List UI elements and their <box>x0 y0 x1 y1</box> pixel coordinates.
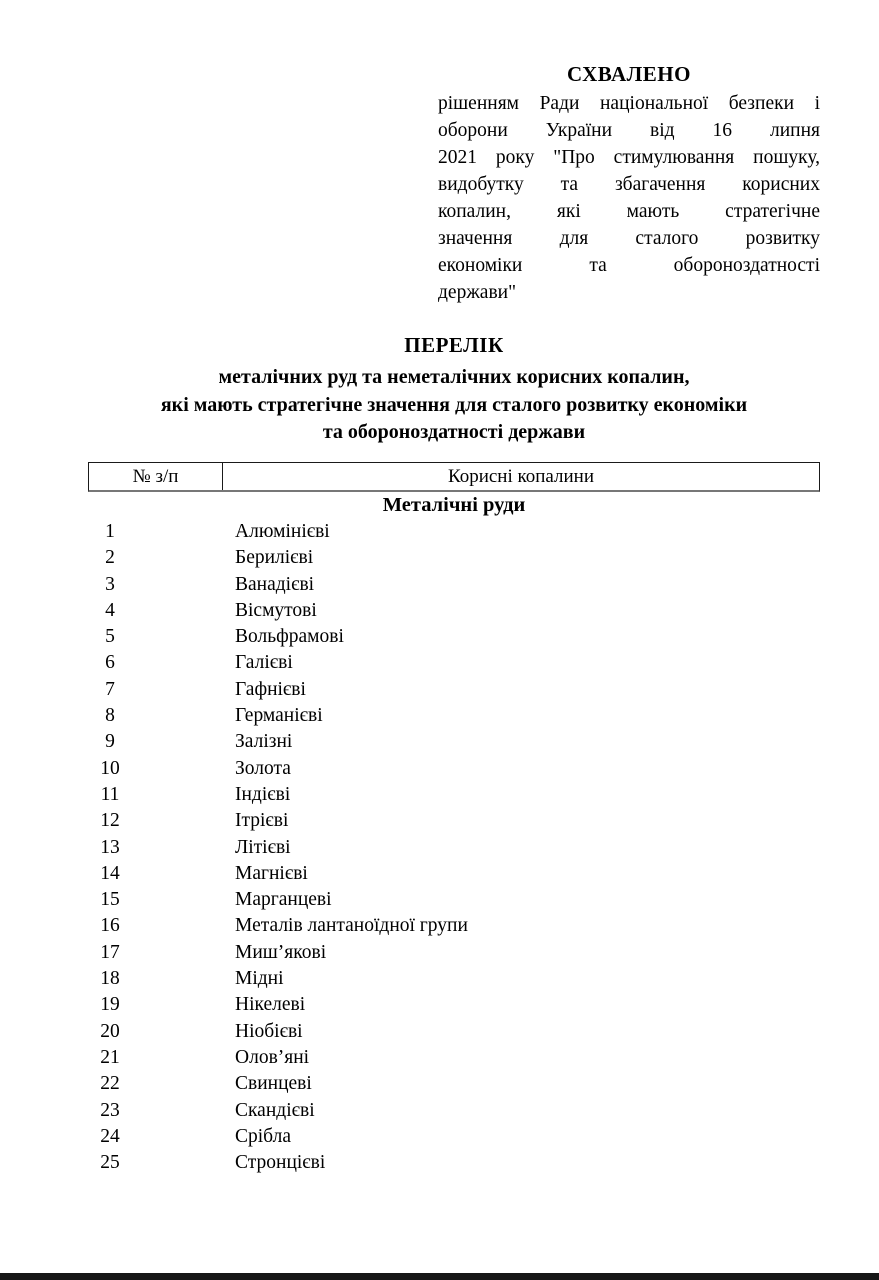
row-number: 20 <box>100 1020 120 1042</box>
row-number: 24 <box>100 1125 120 1147</box>
approval-line: оборони України від 16 липня <box>438 120 820 141</box>
column-header-minerals: Корисні копалини <box>447 466 595 487</box>
title-subtitle <box>88 364 820 447</box>
row-number: 15 <box>100 889 120 911</box>
row-mineral-name: Стронцієві <box>235 1152 326 1174</box>
row-number: 12 <box>100 810 120 832</box>
row-mineral-name: Вісмутові <box>235 599 317 621</box>
row-number: 25 <box>100 1152 120 1174</box>
document-title-block <box>88 331 820 447</box>
approval-line: значення для сталого розвитку <box>438 228 820 249</box>
table-row <box>88 650 820 676</box>
row-number: 3 <box>105 573 115 595</box>
row-mineral-name: Ванадієві <box>235 573 315 595</box>
table-row <box>88 861 820 887</box>
row-mineral-name: Олов’яні <box>235 1046 310 1068</box>
table-row <box>88 545 820 571</box>
row-mineral-name: Галієві <box>235 652 293 674</box>
approval-line: видобутку та збагачення корисних <box>438 174 820 195</box>
approval-block <box>438 60 820 306</box>
row-number: 11 <box>100 783 120 805</box>
table-row <box>88 1071 820 1097</box>
table-row <box>88 782 820 808</box>
row-number: 23 <box>100 1099 120 1121</box>
minerals-table-header <box>88 462 820 492</box>
approval-paragraph <box>438 90 820 306</box>
row-number: 18 <box>100 968 120 990</box>
row-mineral-name: Магнієві <box>235 862 308 884</box>
row-mineral-name: Літієві <box>235 836 291 858</box>
row-number: 8 <box>105 705 115 727</box>
row-number: 2 <box>105 547 115 569</box>
row-mineral-name: Залізні <box>235 731 293 753</box>
row-mineral-name: Ітрієві <box>235 810 289 832</box>
table-row <box>88 756 820 782</box>
row-number: 17 <box>100 941 120 963</box>
approval-line: копалин, які мають стратегічне <box>438 201 820 222</box>
row-mineral-name: Германієві <box>235 705 323 727</box>
approval-line: 2021 року "Про стимулювання пошуку, <box>438 147 820 168</box>
table-row <box>88 703 820 729</box>
row-mineral-name: Срібла <box>235 1125 291 1147</box>
row-number: 7 <box>105 678 115 700</box>
table-row <box>88 729 820 755</box>
table-row <box>88 519 820 545</box>
table-row <box>88 572 820 598</box>
table-row <box>88 808 820 834</box>
title-line: металічних руд та неметалічних корисних копалин, <box>218 366 690 388</box>
bottom-edge-bar <box>0 1273 879 1280</box>
row-number: 5 <box>105 626 115 648</box>
row-mineral-name: Золота <box>235 757 291 779</box>
approval-line: економіки та обороноздатності <box>438 255 820 276</box>
row-number: 22 <box>100 1073 120 1095</box>
row-mineral-name: Індієві <box>235 783 291 805</box>
table-row <box>88 913 820 939</box>
table-row <box>88 940 820 966</box>
row-mineral-name: Нікелеві <box>235 994 306 1016</box>
row-number: 19 <box>100 994 120 1016</box>
table-row <box>88 1098 820 1124</box>
row-mineral-name: Алюмінієві <box>235 521 330 542</box>
row-mineral-name: Вольфрамові <box>235 626 344 648</box>
row-number: 1 <box>105 521 115 542</box>
table-row <box>88 677 820 703</box>
row-number: 10 <box>100 757 120 779</box>
minerals-list <box>88 519 820 1176</box>
table-row <box>88 624 820 650</box>
table-row <box>88 966 820 992</box>
row-mineral-name: Марганцеві <box>235 889 332 911</box>
row-mineral-name: Берилієві <box>235 547 314 569</box>
row-mineral-name: Гафнієві <box>235 678 306 700</box>
section-heading-metallic-ores: Металічні руди <box>382 494 526 516</box>
row-number: 21 <box>100 1046 120 1068</box>
row-number: 6 <box>105 652 115 674</box>
table-row <box>88 1150 820 1176</box>
table-row <box>88 835 820 861</box>
table-row <box>88 1045 820 1071</box>
row-mineral-name: Миш’якові <box>235 941 327 963</box>
table-row <box>88 887 820 913</box>
row-number: 4 <box>105 599 115 621</box>
approval-line: рішенням Ради національної безпеки і <box>438 93 820 114</box>
row-mineral-name: Металів лантаноїдної групи <box>235 915 468 937</box>
table-row <box>88 1124 820 1150</box>
row-number: 13 <box>100 836 120 858</box>
table-row <box>88 992 820 1018</box>
row-mineral-name: Ніобієві <box>235 1020 303 1042</box>
title-line: які мають стратегічне значення для сталого розвитку економіки <box>160 393 748 416</box>
row-number: 14 <box>100 862 120 884</box>
row-mineral-name: Свинцеві <box>235 1073 312 1095</box>
row-number: 16 <box>100 915 120 937</box>
title-line: та обороноздатності держави <box>322 421 586 443</box>
approval-heading: СХВАЛЕНО <box>567 62 691 86</box>
approval-line: держави" <box>438 282 517 303</box>
table-row <box>88 1019 820 1045</box>
row-mineral-name: Скандієві <box>235 1099 315 1121</box>
page-title: ПЕРЕЛІК <box>404 333 504 357</box>
row-mineral-name: Мідні <box>235 968 284 990</box>
table-row <box>88 598 820 624</box>
row-number: 9 <box>105 731 115 753</box>
column-header-number: № з/п <box>89 463 223 490</box>
